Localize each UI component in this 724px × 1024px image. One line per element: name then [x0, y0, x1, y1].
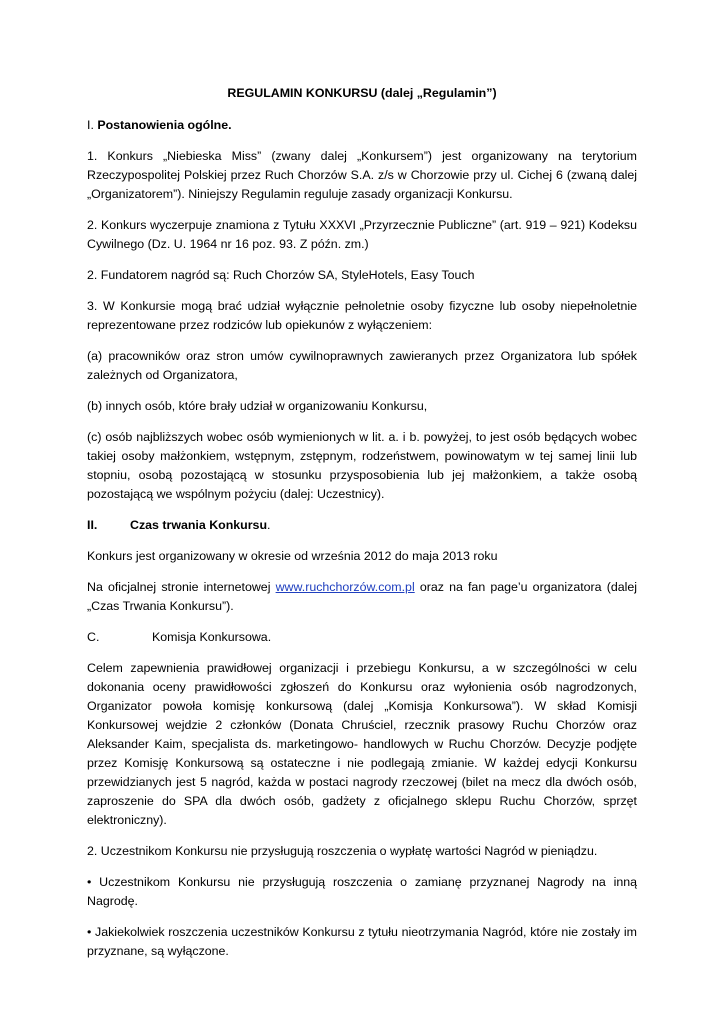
- section-1-heading: [87, 116, 637, 135]
- paragraph-1: 1. Konkurs „Niebieska Miss” (zwany dalej „Konkursem”) jest organizowany na terytorium Rzeczypospolitej Polskiej przez Ruch Chorzów S.A. z/s w Chorzowie przy ul. Cichej 6 (zwaną dalej „Organizatorem”). Niniejszy Regulamin reguluje zasady organizacji Konkursu.: [87, 149, 637, 201]
- paragraph-8: Konkurs jest organizowany w okresie od września 2012 do maja 2013 roku: [87, 549, 498, 563]
- paragraph-5: (a) pracowników oraz stron umów cywilnoprawnych zawieranych przez Organizatora lub spółek zależnych od Organizatora,: [87, 349, 637, 382]
- paragraph-6: (b) innych osób, które brały udział w organizowaniu Konkursu,: [87, 399, 428, 413]
- section-1-prefix: I.: [87, 118, 98, 132]
- paragraph-11: 2. Uczestnikom Konkursu nie przysługują roszczenia o wypłatę wartości Nagród w pieniądzu.: [87, 844, 598, 858]
- paragraph-4: 3. W Konkursie mogą brać udział wyłącznie pełnoletnie osoby fizyczne lub osoby niepełnoletnie reprezentowane przez rodziców lub opiekunów z wyłączeniem:: [87, 299, 637, 332]
- paragraph-12: • Uczestnikom Konkursu nie przysługują roszczenia o zamianę przyznanej Nagrody na inną Nagrodę.: [87, 875, 637, 908]
- section-1-title: Postanowienia ogólne.: [97, 118, 232, 132]
- paragraph-9-after: oraz na fan page’u organizatora (dalej „Czas Trwania Konkursu”).: [87, 580, 637, 613]
- section-2-title: Czas trwania Konkursu: [130, 518, 268, 532]
- paragraph-2: 2. Konkurs wyczerpuje znamiona z Tytułu XXXVI „Przyrzecznie Publiczne” (art. 919 – 921) Kodeksu Cywilnego (Dz. U. 1964 nr 16 poz. 93. Z późn. zm.): [87, 218, 637, 251]
- section-2-suffix: .: [267, 518, 271, 532]
- section-2-number: II.: [87, 518, 98, 532]
- paragraph-7: (c) osób najbliższych wobec osób wymienionych w lit. a. i b. powyżej, to jest osób będących wobec takiej osoby małżonkiem, wstępnym, zstępnym, rodzeństwem, powinowatym w tej samej linii lub stopniu, osobą pozostającą w stosunku przysposobienia lub jej małżonkiem, a także osobą pozostającą we wspólnym pożyciu (dalej: Uczestnicy).: [87, 430, 637, 501]
- paragraph-10: Celem zapewnienia prawidłowej organizacji i przebiegu Konkursu, a w szczególności w celu dokonania oceny prawidłowości zgłoszeń do Konkursu oraz wyłonienia osób nagrodzonych, Organizator powoła komisję konkursową (dalej „Komisja Konkursowa”). W skład Komisji Konkursowej wejdzie 2 członków (Donata Chruściel, rzecznik prasowy Ruchu Chorzów oraz Aleksander Kaim, specjalista ds. marketingowo- handlowych w Ruchu Chorzów. Decyzje podjęte przez Komisję Konkursową są ostateczne i nie podlegają zmianie. W każdej edycji Konkursu przewidzianych jest 5 nagród, każda w postaci nagrody rzeczowej (bilet na mecz dla dwóch osób, zaproszenie do SPA dla dwóch osób, gadżety z oficjalnego sklepu Ruchu Chorzów, sprzęt elektroniczny).: [87, 661, 637, 827]
- section-3-heading: [87, 628, 637, 647]
- paragraph-9-before: Na oficjalnej stronie internetowej: [87, 580, 276, 594]
- section-2-heading: [87, 516, 637, 535]
- section-3-number: C.: [87, 630, 100, 644]
- document-title: REGULAMIN KONKURSU (dalej „Regulamin”): [227, 86, 497, 100]
- paragraph-13: • Jakiekolwiek roszczenia uczestników Konkursu z tytułu nieotrzymania Nagród, które nie zostały im przyznane, są wyłączone.: [87, 925, 637, 958]
- document-page: [87, 84, 637, 973]
- website-link[interactable]: www.ruchchorzów.com.pl: [275, 580, 415, 594]
- section-3-title: Komisja Konkursowa.: [152, 630, 272, 644]
- paragraph-3: 2. Fundatorem nagród są: Ruch Chorzów SA, StyleHotels, Easy Touch: [87, 268, 475, 282]
- paragraph-9: [87, 578, 637, 616]
